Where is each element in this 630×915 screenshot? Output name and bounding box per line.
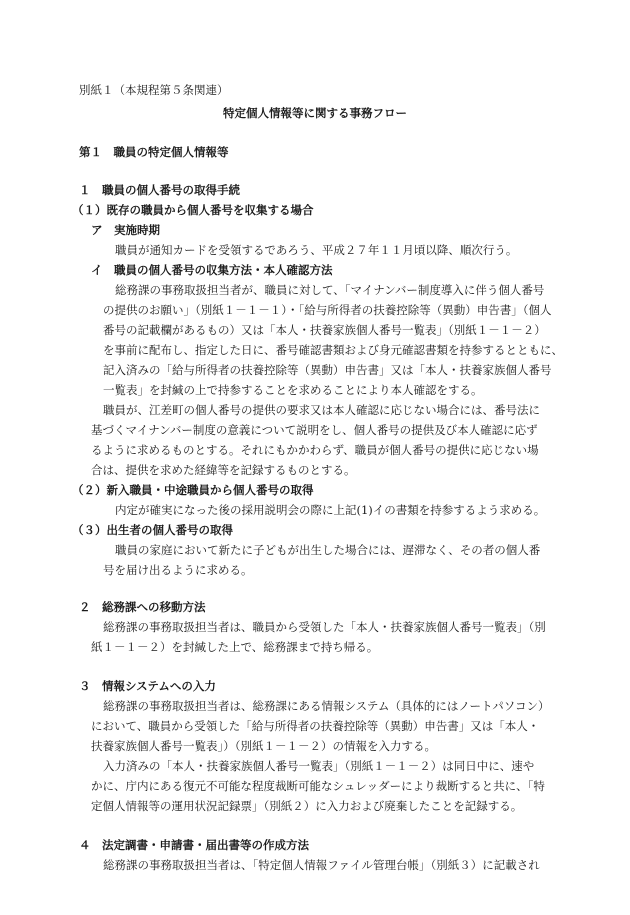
- section1-i2-line: 合は、提供を求めた経緯等を記録するものとする。: [91, 463, 356, 477]
- section1-a-heading: ア 実施時期: [91, 223, 160, 237]
- section1-sub2-line: 内定が確実になった後の採用説明会の際に上記(1)イの書類を持参するよう求める。: [115, 503, 546, 517]
- section3-line2: かに、庁内にある復元不可能な程度裁断可能なシュレッダーにより裁断すると共に、「特: [91, 779, 545, 793]
- section1-sub3-heading: （３）出生者の個人番号の取得: [72, 523, 233, 537]
- section4-line: 総務課の事務取扱担当者は、「特定個人情報ファイル管理台帳」（別紙３）に記載され: [103, 858, 540, 872]
- section3-line2: 入力済みの「本人・扶養家族個人番号一覧表」（別紙１－１－２）は同日中に、速や: [103, 759, 535, 773]
- section2-heading: ２ 総務課への移動方法: [79, 600, 206, 614]
- section1-sub3-line: 号を届け出るように求める。: [103, 563, 253, 577]
- section1-i-heading: イ 職員の個人番号の収集方法・本人確認方法: [91, 263, 333, 277]
- section4-heading: ４ 法定調書・申請書・届出書等の作成方法: [79, 838, 309, 852]
- section1-i-line: を事前に配布し、指定した日に、番号確認書類および身元確認書類を持参するとともに、: [103, 343, 563, 357]
- section1-i2-line: るように求めるものとする。それにもかかわらず、職員が個人番号の提供に応じない場: [91, 443, 539, 457]
- section1-i-line: 番号の記載欄があるもの）又は「本人・扶養家族個人番号一覧表」（別紙１－１－２）: [103, 323, 546, 337]
- attachment-label: 別紙１（本規程第５条関連）: [79, 83, 229, 97]
- section1-heading: １ 職員の個人番号の取得手続: [79, 183, 240, 197]
- section1-i-line: 記入済みの「給与所得者の扶養控除等（異動）申告書」又は「本人・扶養家族個人番号: [103, 363, 552, 377]
- section1-i-line: の提供のお願い」（別紙１－１－１）・「給与所得者の扶養控除等（異動）申告書」（個人: [103, 303, 552, 317]
- section3-line: 総務課の事務取扱担当者は、総務課にある情報システム（具体的にはノートパソコン）: [103, 699, 550, 713]
- section3-line: 扶養家族個人番号一覧表」）（別紙１－１－２）の情報を入力する。: [91, 739, 436, 753]
- section3-line2: 定個人情報等の運用状況記録票」（別紙２）に入力および廃棄したことを記録する。: [91, 799, 523, 813]
- section1-a-line: 職員が通知カードを受領するであろう、平成２７年１１月頃以降、順次行う。: [115, 243, 518, 257]
- section1-i2-line: 職員が、江差町の個人番号の提供の要求又は本人確認に応じない場合には、番号法に: [103, 403, 540, 417]
- section1-sub3-line: 職員の家庭において新たに子どもが出生した場合には、遅滞なく、その者の個人番: [115, 543, 541, 557]
- document-title: 特定個人情報等に関する事務フロー: [223, 106, 407, 120]
- section3-line: において、職員から受領した「給与所得者の扶養控除等（異動）申告書」又は「本人・: [91, 719, 540, 733]
- section1-sub2-heading: （２）新入職員・中途職員から個人番号の取得: [72, 483, 314, 497]
- section1-i2-line: 基づくマイナンバー制度の意義について説明をし、個人番号の提供及び本人確認に応ず: [91, 423, 538, 437]
- section3-heading: ３ 情報システムへの入力: [79, 679, 216, 693]
- part1-heading: 第１ 職員の特定個人情報等: [79, 145, 229, 159]
- section2-line: 総務課の事務取扱担当者は、職員から受領した「本人・扶養家族個人番号一覧表」（別: [103, 620, 546, 634]
- section1-i-line: 一覧表」を封緘の上で持参することを求めることにより本人確認をする。: [103, 383, 483, 397]
- section1-i-line: 総務課の事務取扱担当者が、職員に対して、「マイナンバー制度導入に伴う個人番号: [115, 283, 545, 297]
- section1-sub1-heading: （１）既存の職員から個人番号を収集する場合: [72, 203, 314, 217]
- section2-line: 紙１－１－２）を封緘した上で、総務課まで持ち帰る。: [91, 640, 379, 654]
